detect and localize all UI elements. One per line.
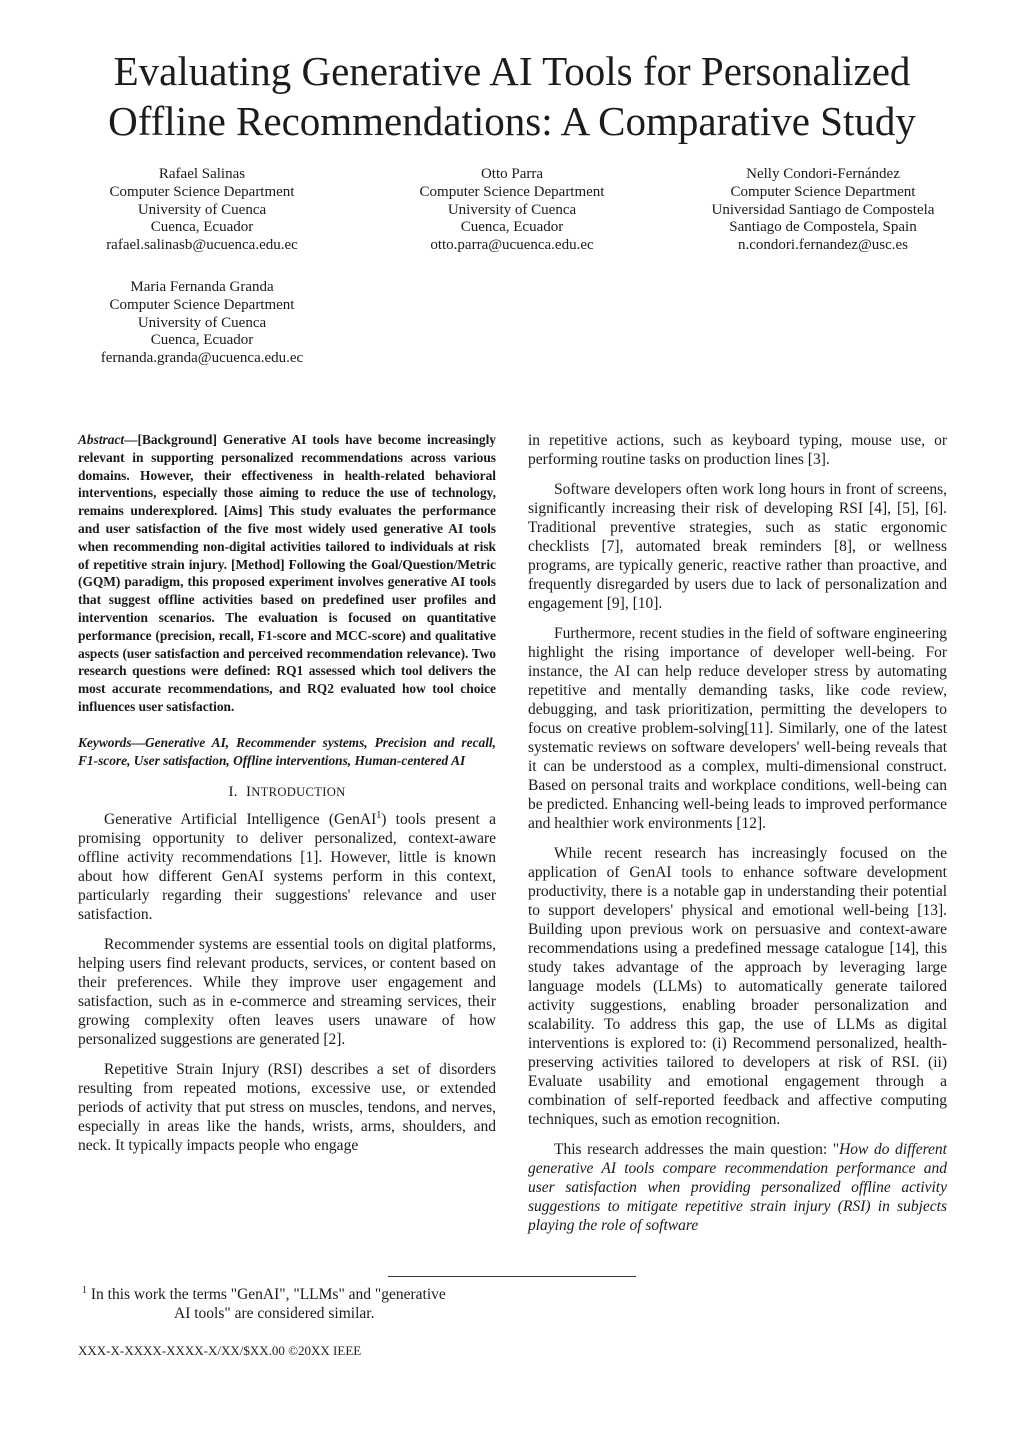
intro-paragraph-2: Recommender systems are essential tools on digital platforms, helping users find relevant products, services, or content based on their preferences. While they improve user engagement and satisfaction, such as in e-commerce and streaming services, their growing complexity often leaves users unaware of how personalized suggestions are generated [2]. (78, 936, 496, 1049)
research-question: How do different generative AI tools compare recommendation performance and user satisfaction when providing personalized offline activity suggestions to mitigate repetitive strain injury (RSI) in subjects playing the role of software (528, 1141, 947, 1234)
title-line-1: Evaluating Generative AI Tools for Personalized (113, 48, 911, 94)
author-name: Rafael Salinas (158, 166, 246, 182)
intro-paragraph-6: While recent research has increasingly focused on the application of GenAI tools to enhance software development productivity, there is a notable gap in understanding their potential to support developers' physical and emotional well-being [13]. Building upon previous work on persuasive and context-aware recommendations using a predefined message catalogue [14], this study takes advantage of the approach by leveraging large language models (LLMs) to automatically generate tailored activity suggestions, enabling broader personalization and scalability. To address this gap, the use of LLMs as digital interventions is explored to: (i) Recommend personalized, health-preserving activities tailored to developers at risk of RSI. (ii) Evaluate usability and emotional engagement through a combination of self-reported feedback and affective computing techniques, such as emotion recognition. (528, 845, 947, 1128)
abstract-lead: Abstract— (78, 432, 138, 447)
author-location: Cuenca, Ecuador (150, 219, 254, 236)
author-org: Universidad Santiago de Compostela (711, 201, 935, 218)
intro-paragraph-3-continued: in repetitive actions, such as keyboard typing, mouse use, or performing routine tasks on production lines [3]. (528, 432, 947, 468)
author-dept: Computer Science Department (109, 183, 295, 200)
author-email[interactable]: rafael.salinasb@ucuenca.edu.ec (106, 237, 298, 254)
paper-title (40, 46, 984, 146)
footnote-line-1: In this work the terms "GenAI", "LLMs" and "generative (87, 1286, 446, 1303)
footnote-ref[interactable]: 1 (376, 810, 382, 822)
right-column (528, 431, 947, 1246)
intro-paragraph-5: Furthermore, recent studies in the field of software engineering highlight the rising importance of developer well-being. For instance, the AI can help reduce developer stress by automating repetitive and mentally demanding tasks, like code review, debugging, and task prioritization, permitting the developers to focus on creative problem-solving[11]. Similarly, one of the latest systematic reviews on software developers' well-being reveals that it can be understood as a complex, multi-dimensional construct. Based on personal traits and workplace conditions, well-being can be predicted. Enhancing well-being leads to improved performance and healthier work environments [12]. (528, 625, 947, 832)
author-location: Cuenca, Ecuador (150, 332, 254, 349)
author-location: Cuenca, Ecuador (460, 219, 564, 236)
author-block-1 (42, 166, 362, 255)
author-dept: Computer Science Department (730, 183, 916, 200)
intro-paragraph-4: Software developers often work long hours in front of screens, significantly increasing their risk of developing RSI [4], [5], [6]. Traditional preventive strategies, such as static ergonomic checklists [7], automated break reminders [8], or wellness programs, are typically generic, reactive rather than proactive, and frequently disregarded by users due to lack of personalization and engagement [9], [10]. (528, 481, 947, 612)
author-block-4 (42, 279, 362, 368)
paragraph-text: This research addresses the main question: " (554, 1141, 840, 1158)
author-org: University of Cuenca (137, 314, 267, 331)
footnote-divider (388, 1276, 636, 1277)
footnote-line-2: AI tools" are considered similar. (174, 1305, 375, 1322)
author-org: University of Cuenca (137, 201, 267, 218)
author-location: Santiago de Compostela, Spain (729, 219, 917, 236)
copyright-notice: XXX-X-XXXX-XXXX-X/XX/$XX.00 ©20XX IEEE (78, 1343, 362, 1358)
author-block-3 (663, 166, 983, 255)
keywords: Keywords—Generative AI, Recommender systems, Precision and recall, F1-score, User satisfaction, Offline interventions, Human-centered AI (78, 734, 496, 768)
intro-paragraph-1 (78, 810, 496, 924)
author-name: Otto Parra (480, 166, 544, 182)
author-name: Nelly Condori-Fernández (746, 166, 900, 182)
paragraph-text: ) tools present a promising opportunity to deliver personalized, context-aware offline activity recommendations [1]. However, little is known about how different GenAI systems perform in this context, particularly regarding their suggestions' relevance and user satisfaction. (78, 811, 497, 924)
section-title-initial: I (245, 784, 252, 801)
author-org: University of Cuenca (447, 201, 577, 218)
intro-paragraph-7 (528, 1140, 947, 1235)
section-title-rest: NTRODUCTION (251, 785, 346, 800)
author-name: Maria Fernanda Granda (130, 279, 274, 295)
abstract-text: [Background] Generative AI tools have become increasingly relevant in supporting personalized recommendations across various domains. However, their effectiveness in health-related behavioral interventions, especially those aiming to reduce the use of technology, remains underexplored. [Aims] This study evaluates the performance and user satisfaction of the five most widely used generative AI tools when recommending non-digital activities tailored to individuals at risk of repetitive strain injury. [Method] Following the Goal/Question/Metric (GQM) paradigm, this proposed experiment involves generative AI tools that suggest offline activities based on predefined user profiles and intervention scenarios. The evaluation is focused on quantitative performance (precision, recall, F1-score and MCC-score) and qualitative aspects (user satisfaction and perceived recommendation relevance). Two research questions were defined: RQ1 assessed which tool delivers the most accurate recommendations, and RQ2 evaluated how tool choice influences user satisfaction. (78, 432, 496, 714)
footnote (82, 1285, 502, 1323)
author-email[interactable]: fernanda.granda@ucuenca.edu.ec (100, 350, 304, 367)
author-email[interactable]: n.condori.fernandez@usc.es (738, 237, 908, 254)
intro-paragraph-3: Repetitive Strain Injury (RSI) describes a set of disorders resulting from repeated motions, excessive use, or extended periods of activity that put stress on muscles, tendons, and nerves, especially in areas like the hands, wrists, arms, shoulders, and neck. It typically impacts people who engage (78, 1061, 496, 1155)
author-dept: Computer Science Department (109, 296, 295, 313)
section-heading-introduction (78, 783, 496, 802)
author-dept: Computer Science Department (419, 183, 605, 200)
paragraph-text: Generative Artificial Intelligence (GenAI (104, 811, 377, 829)
title-line-2: Offline Recommendations: A Comparative Study (108, 98, 916, 144)
footnote-mark: 1 (82, 1284, 87, 1296)
author-block-2 (352, 166, 672, 255)
section-number: I. (228, 784, 238, 801)
left-column (78, 431, 496, 1166)
author-email[interactable]: otto.parra@ucuenca.edu.ec (430, 237, 594, 254)
abstract (78, 431, 496, 716)
